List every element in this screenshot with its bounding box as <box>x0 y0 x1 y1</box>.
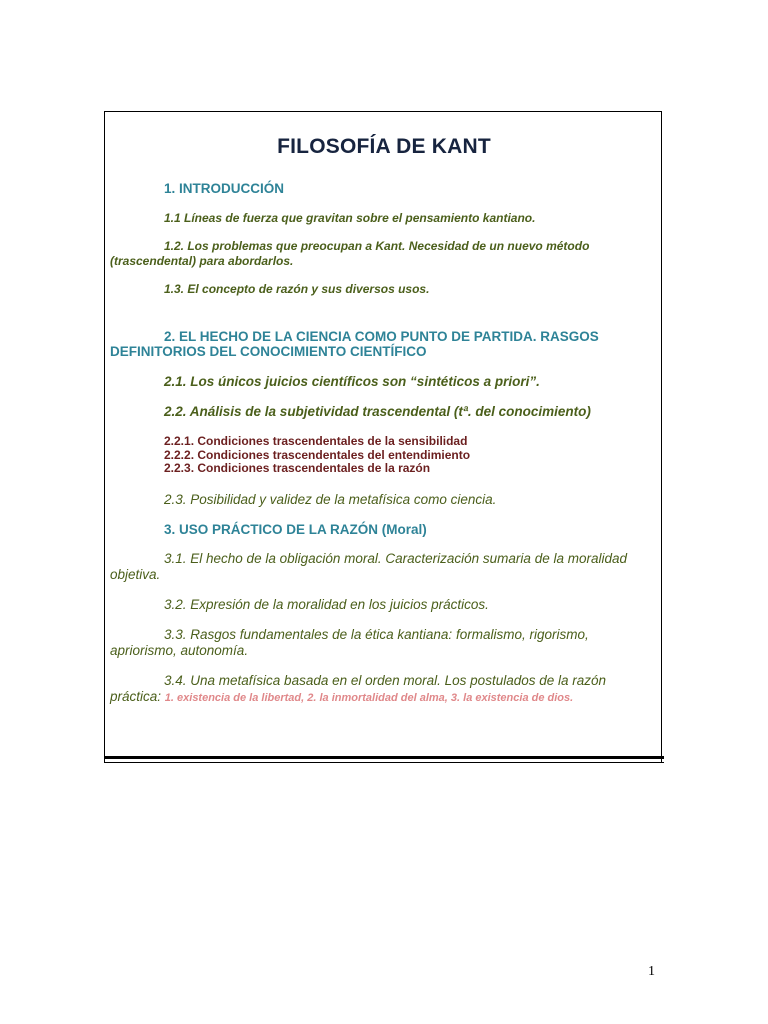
frame-bottom-rule-thin <box>104 762 664 763</box>
section-3-2: 3.2. Expresión de la moralidad en los juicios prácticos. <box>164 596 489 612</box>
section-3-4-text: 3.4. Una metafísica basada en el orden moral. Los postulados de la razón práctica: <box>110 672 607 704</box>
section-2-2-3: 2.2.3. Condiciones trascendentales de la razón <box>164 461 431 476</box>
section-2-3: 2.3. Posibilidad y validez de la metafísica como ciencia. <box>164 491 497 507</box>
section-2-2-1: 2.2.1. Condiciones trascendentales de la sensibilidad <box>164 434 468 448</box>
section-2-1: 2.1. Los únicos juicios científicos son “sintéticos a priori”. <box>164 374 540 389</box>
section-2-heading: 2. EL HECHO DE LA CIENCIA COMO PUNTO DE PARTIDA. RASGOS DEFINITORIOS DEL CONOCIMIENTO CIENTÍFICO <box>110 329 599 359</box>
section-3-heading-text: 3. USO PRÁCTICO DE LA RAZÓN <box>164 521 379 537</box>
section-1-1: 1.1 Líneas de fuerza que gravitan sobre el pensamiento kantiano. <box>164 211 536 225</box>
section-3-1: 3.1. El hecho de la obligación moral. Caracterización sumaria de la moralidad objetiva. <box>110 550 627 582</box>
section-2-2-2: 2.2.2. Condiciones trascendentales del entendimiento <box>164 447 471 462</box>
section-3-moral: (Moral) <box>381 521 427 537</box>
section-3-4-postulados: 1. existencia de la libertad, 2. la inmortalidad del alma, 3. la existencia de dios. <box>164 691 574 704</box>
section-2-2: 2.2. Análisis de la subjetividad trascendental (tª. del conocimiento) <box>164 404 591 419</box>
section-1-heading: 1. INTRODUCCIÓN <box>164 181 285 196</box>
frame-bottom-rule-thick <box>104 756 664 759</box>
section-3-4 <box>110 673 658 706</box>
section-1-3: 1.3. El concepto de razón y sus diversos usos. <box>164 282 430 296</box>
page-number: 1 <box>648 964 655 979</box>
section-1-2: 1.2. Los problemas que preocupan a Kant. Necesidad de un nuevo método (trascendental) para abordarlos. <box>110 239 590 268</box>
section-3-heading <box>110 522 658 537</box>
document-title: FILOSOFÍA DE KANT <box>277 135 491 158</box>
section-3-3: 3.3. Rasgos fundamentales de la ética kantiana: formalismo, rigorismo, apriorismo, autonomía. <box>110 626 589 658</box>
document-content <box>110 135 658 706</box>
